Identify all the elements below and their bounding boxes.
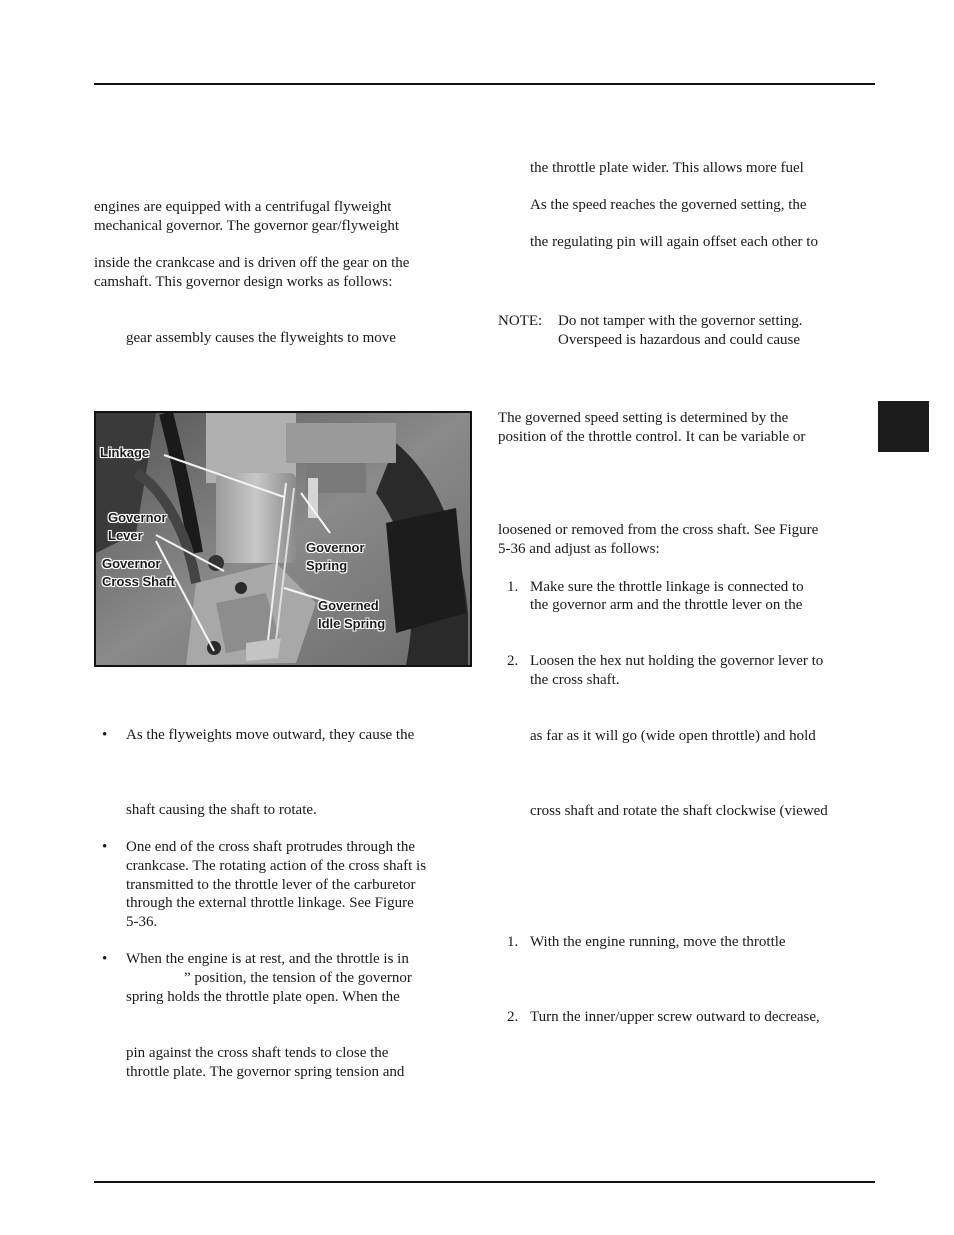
step-line: the governor arm and the throttle lever on the: [530, 597, 803, 613]
bullet-line: When the engine is at rest, and the throttle is in: [126, 951, 409, 967]
intro-line: inside the crankcase and is driven off the gear on the: [94, 255, 410, 271]
bullet-dot: •: [102, 839, 108, 855]
step-line: Turn the inner/upper screw outward to decrease,: [530, 1009, 820, 1025]
speed-line: The governed speed setting is determined by the: [498, 410, 789, 426]
label-governor-lever-1: Governor: [108, 510, 167, 525]
step-line: the cross shaft.: [530, 672, 620, 688]
bullet-line: shaft causing the shaft to rotate.: [126, 802, 317, 818]
bullet-dot: •: [102, 727, 108, 743]
bullet-line: As the flyweights move outward, they cause the: [126, 727, 415, 743]
label-governor-spring-2: Spring: [306, 558, 348, 573]
footer-rule: [94, 1181, 875, 1183]
bullet-line: One end of the cross shaft protrudes through the: [126, 839, 416, 855]
note-line: Overspeed is hazardous and could cause: [558, 332, 800, 348]
step-line: Loosen the hex nut holding the governor lever to: [530, 653, 824, 669]
intro-line: engines are equipped with a centrifugal flyweight: [94, 199, 392, 215]
intro-line: camshaft. This governor design works as follows:: [94, 274, 393, 290]
label-idle-spring-1: Governed: [318, 598, 379, 613]
right-line: As the speed reaches the governed setting, the: [530, 197, 807, 213]
loosened-line: loosened or removed from the cross shaft. See Figure: [498, 522, 819, 538]
bullet-line: crankcase. The rotating action of the cross shaft is: [126, 858, 427, 874]
bullet-line: 5-36.: [126, 914, 158, 930]
bullet-line: pin against the cross shaft tends to close the: [126, 1045, 389, 1061]
governor-figure-photo: [94, 411, 472, 667]
bullet-dot: •: [102, 951, 108, 967]
label-cross-shaft-1: Governor: [102, 556, 161, 571]
label-cross-shaft-2: Cross Shaft: [102, 574, 175, 589]
bullet-line: through the external throttle linkage. See Figure: [126, 895, 414, 911]
bullet-line: transmitted to the throttle lever of the carburetor: [126, 877, 416, 893]
note-label: NOTE:: [498, 313, 543, 329]
step-line: Make sure the throttle linkage is connected to: [530, 579, 804, 595]
intro-line: mechanical governor. The governor gear/flyweight: [94, 218, 400, 234]
label-governor-lever-2: Lever: [108, 528, 143, 543]
bullet-line: throttle plate. The governor spring tension and: [126, 1064, 405, 1080]
bullet-line: ” position, the tension of the governor: [184, 970, 412, 986]
step-number: 2.: [507, 1009, 519, 1025]
label-linkage: Linkage: [100, 445, 150, 460]
step-number: 1.: [507, 579, 519, 595]
step-fragment: as far as it will go (wide open throttle) and hold: [530, 728, 816, 744]
right-line: the throttle plate wider. This allows more fuel: [530, 160, 804, 176]
gear-line: gear assembly causes the flyweights to move: [126, 330, 396, 346]
bullet-line: spring holds the throttle plate open. When the: [126, 989, 400, 1005]
right-line: the regulating pin will again offset each other to: [530, 234, 818, 250]
step-line: With the engine running, move the throttle: [530, 934, 786, 950]
speed-line: position of the throttle control. It can be variable or: [498, 429, 806, 445]
header-rule: [94, 83, 875, 85]
step-number: 2.: [507, 653, 519, 669]
step-number: 1.: [507, 934, 519, 950]
section-tab: [878, 401, 929, 452]
loosened-line: 5-36 and adjust as follows:: [498, 541, 660, 557]
engine-photo-graphic: [96, 413, 470, 665]
label-governor-spring-1: Governor: [306, 540, 365, 555]
label-idle-spring-2: Idle Spring: [318, 616, 386, 631]
step-fragment: cross shaft and rotate the shaft clockwise (viewed: [530, 803, 828, 819]
note-line: Do not tamper with the governor setting.: [558, 313, 803, 329]
